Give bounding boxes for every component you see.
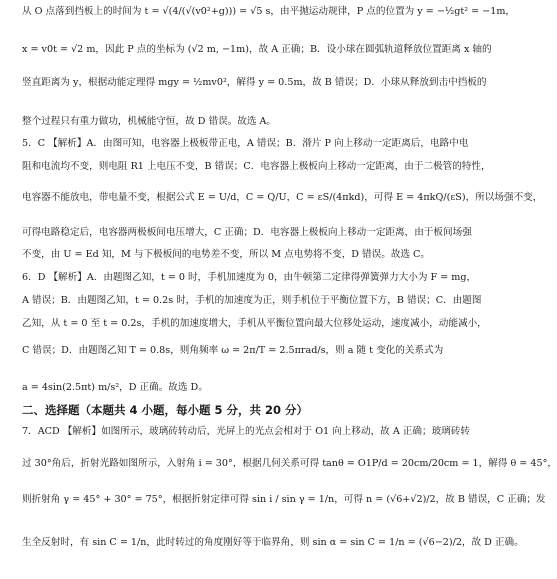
- text-line: 从 O 点落到挡板上的时间为 t = √(4/(√(v0²+g))) = √5 s，由平抛运动规律，P 点的位置为 y = −½gt² = −1m，: [22, 6, 516, 17]
- text-line: 则折射角 γ = 45° + 30° = 75°，根据折射定律可得 sin i / sin γ = 1/n，可得 n = (√6+√2)/2，故 B 错误，C 正确；发: [22, 494, 546, 505]
- text-line: A 错误；B．由题图乙知，t = 0.2s 时，手机的加速度为正，则手机位于平衡位置下方，B 错误；C．由题图: [22, 295, 482, 306]
- text-line: 6．D 【解析】A．由题图乙知，t = 0 时，手机加速度为 0，由牛顿第二定律得弹簧弹力大小为 F = mg，: [22, 272, 477, 283]
- text-line: x = v0t = √2 m，因此 P 点的坐标为 (√2 m, −1m)，故 A 正确；B．设小球在圆弧轨道释放位置距离 x 轴的: [22, 44, 492, 55]
- text-line: 电容器不能放电，带电量不变，根据公式 E = U/d，C = Q/U，C = εS/(4πkd)，可得 E = 4πkQ/(εS)，所以场强不变，: [22, 192, 543, 203]
- text-line: C 错误；D．由题图乙知 T = 0.8s，则角频率 ω = 2π/T = 2.5πrad/s，则 a 随 t 变化的关系式为: [22, 345, 444, 356]
- text-line: 乙知，从 t = 0 至 t = 0.2s，手机的加速度增大，手机从平衡位置向最大位移处运动，速度减小，动能减小，: [22, 318, 487, 329]
- section-heading: 二、选择题（本题共 4 小题，每小题 5 分，共 20 分）: [22, 403, 309, 417]
- text-line: 生全反射时，有 sin C = 1/n，此时转过的角度刚好等于临界角，则 sin α = sin C = 1/n = (√6−2)/2，故 D 正确。: [22, 537, 524, 548]
- text-line: 7．ACD 【解析】如图所示，玻璃砖转动后，光屏上的光点会相对于 O1 向上移动，故 A 正确；玻璃砖转: [22, 426, 470, 437]
- text-line: 竖直距离为 y，根据动能定理得 mgy = ½mv0²，解得 y = 0.5m，故 B 错误；D．小球从释放到击中挡板的: [22, 77, 487, 88]
- text-line: 整个过程只有重力做功，机械能守恒，故 D 错误。故选 A。: [22, 116, 277, 127]
- text-line: 阻和电流均不变，则电阻 R1 上电压不变，B 错误；C．电容器上极板向上移动一定距离，由于二极管的特性，: [22, 161, 491, 172]
- text-line: 可得电路稳定后，电容器两极板间电压增大，C 正确；D．电容器上极板向上移动一定距离，由于板间场强: [22, 227, 472, 238]
- text-line: 不变，由 U = Ed 知，M 与下极板间的电势差不变，所以 M 点电势将不变，D 错误。故选 C。: [22, 249, 430, 260]
- text-line: a = 4sin(2.5πt) m/s²，D 正确。故选 D。: [22, 382, 208, 393]
- text-line: 5．C 【解析】A．由图可知，电容器上极板带正电，A 错误；B．滑片 P 向上移动一定距离后，电路中电: [22, 138, 469, 149]
- text-line: 过 30°角后，折射光路如图所示，入射角 i = 30°，根据几何关系可得 tanθ = O1P/d = 20cm/20cm = 1，解得 θ = 45°，: [22, 458, 557, 469]
